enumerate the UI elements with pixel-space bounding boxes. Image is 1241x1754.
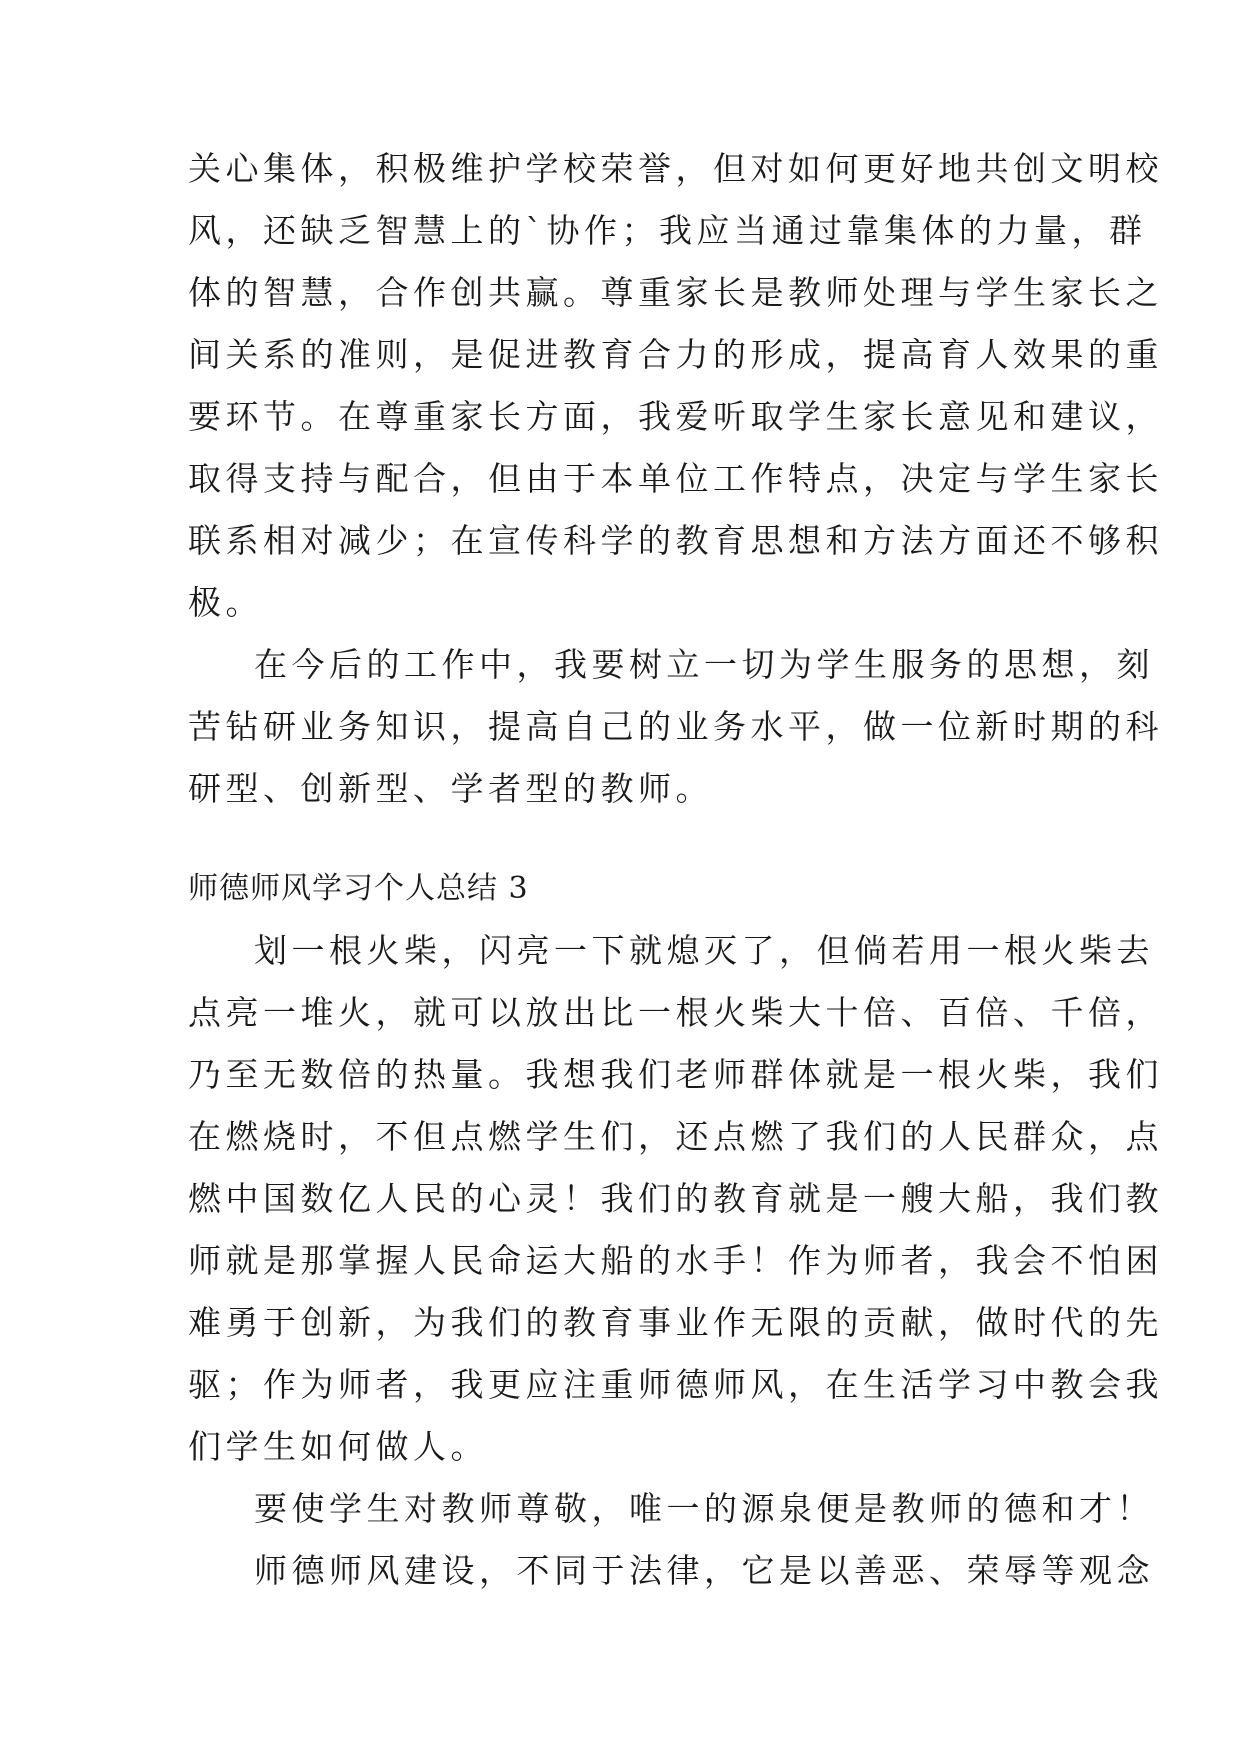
paragraph-5 — [188, 1540, 1154, 1602]
text-line: 极。 — [188, 583, 263, 622]
text-line: 驱；作为师者，我更应注重师德师风，在生活学习中教会我 — [188, 1365, 1163, 1404]
text-line: 们学生如何做人。 — [188, 1427, 488, 1466]
paragraph-4 — [188, 1478, 1154, 1540]
paragraph-2 — [188, 634, 1163, 820]
paragraph-3 — [188, 920, 1163, 1478]
text-line: 师德师风建设，不同于法律，它是以善恶、荣辱等观念 — [254, 1551, 1154, 1590]
text-line: 乃至无数倍的热量。我想我们老师群体就是一根火柴，我们 — [188, 1055, 1163, 1094]
text-line: 取得支持与配合，但由于本单位工作特点，决定与学生家长 — [188, 459, 1163, 498]
text-line: 间关系的准则，是促进教育合力的形成，提高育人效果的重 — [188, 335, 1163, 374]
text-line: 点亮一堆火，就可以放出比一根火柴大十倍、百倍、千倍， — [188, 993, 1163, 1032]
text-line: 燃中国数亿人民的心灵！我们的教育就是一艘大船，我们教 — [188, 1179, 1163, 1218]
text-line: 研型、创新型、学者型的教师。 — [188, 769, 713, 808]
text-line: 在今后的工作中，我要树立一切为学生服务的思想，刻 — [254, 645, 1154, 684]
text-line: 在燃烧时，不但点燃学生们，还点燃了我们的人民群众，点 — [188, 1117, 1163, 1156]
text-line: 关心集体，积极维护学校荣誉，但对如何更好地共创文明校 — [188, 149, 1163, 188]
text-line: 师就是那掌握人民命运大船的水手！作为师者，我会不怕困 — [188, 1241, 1163, 1280]
text-line: 要使学生对教师尊敬，唯一的源泉便是教师的德和才！ — [254, 1489, 1154, 1528]
section-heading: 师德师风学习个人总结 3 — [188, 871, 529, 906]
text-line: 联系相对减少；在宣传科学的教育思想和方法方面还不够积 — [188, 521, 1163, 560]
text-line: 要环节。在尊重家长方面，我爱听取学生家长意见和建议， — [188, 397, 1163, 436]
paragraph-1 — [188, 138, 1163, 634]
text-line: 苦钻研业务知识，提高自己的业务水平，做一位新时期的科 — [188, 707, 1163, 746]
text-line: 划一根火柴，闪亮一下就熄灭了，但倘若用一根火柴去 — [254, 931, 1154, 970]
text-line: 难勇于创新，为我们的教育事业作无限的贡献，做时代的先 — [188, 1303, 1163, 1342]
text-line: 体的智慧，合作创共赢。尊重家长是教师处理与学生家长之 — [188, 273, 1163, 312]
text-line: 风，还缺乏智慧上的`协作；我应当通过靠集体的力量，群 — [188, 211, 1147, 250]
